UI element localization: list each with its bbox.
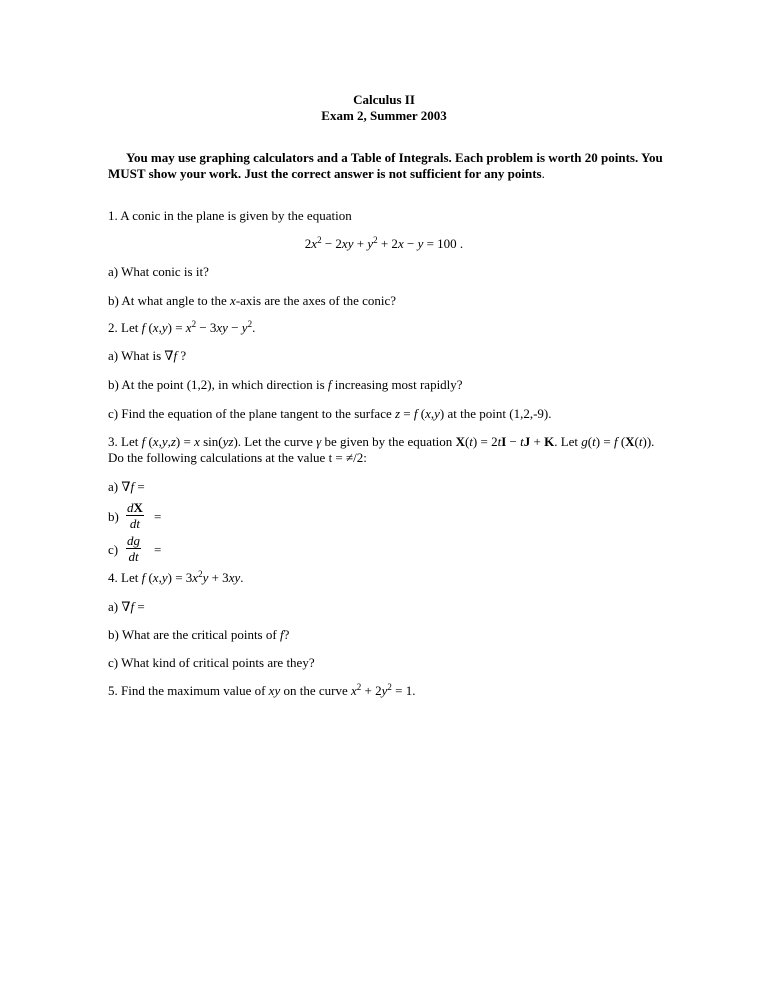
problem-4-intro: 4. Let f $(x,y) = 3x^2y + 3xy$. [108, 569, 244, 585]
problem-3b-equals: = [154, 509, 162, 524]
problem-2c: c) Find the equation of the plane tangent to the surface z = f (x,y) at the point (1,2,-9). [108, 406, 552, 421]
problem-1-intro: 1. A conic in the plane is given by the equation [108, 208, 352, 223]
problem-4c: c) What kind of critical points are they? [108, 655, 315, 670]
problem-2-intro: 2. Let f $(x,y) = x^2 - 3xy - y^2$. [108, 319, 256, 335]
instructions-bold: MUST show your work. Just the correct answer is not sufficient for any points [108, 166, 542, 181]
dX-dt-fraction: $\frac{dX}{dt}$ [127, 500, 143, 531]
problem-3c-label: c) [108, 542, 119, 557]
course-title: Calculus II [353, 92, 415, 107]
dg-dt-fraction: $\frac{dg}{dt}$ [127, 533, 140, 564]
problem-3c-equals: = [154, 542, 162, 557]
problem-3a: a) ∇f = [108, 479, 145, 494]
problem-1a: a) What conic is it? [108, 264, 209, 279]
problem-2a: a) What is ∇f ? [108, 348, 187, 363]
conic-equation: $2x^2 - 2xy + y^2 + 2x - y = 100$ . [304, 235, 464, 251]
problem-5: 5. Find the maximum value of xy on the curve $x^2 + 2y^2 = 1$. [108, 682, 416, 698]
instructions-period: . [541, 166, 545, 181]
problem-2b: b) At the point (1,2), in which direction is f increasing most rapidly? [108, 377, 463, 392]
problem-3-intro-line-2: Do the following calculations at the value t = ≠/2: [108, 450, 367, 465]
instructions-line-2 [108, 166, 545, 182]
problem-4b: b) What are the critical points of f? [108, 627, 290, 642]
problem-3-intro: 3. Let f (x,y,z) = x sin(yz). Let the curve γ be given by the equation X(t) = 2tI − tJ + K. Let g(t) = f (X(t)). [108, 434, 655, 449]
problem-1b: b) At what angle to the x-axis are the axes of the conic? [108, 293, 397, 308]
problem-4a: a) ∇f = [108, 599, 145, 614]
instructions-line-1: You may use graphing calculators and a Table of Integrals. Each problem is worth 20 points. You [126, 150, 663, 165]
exam-title: Exam 2, Summer 2003 [321, 108, 447, 123]
problem-3b-label: b) [108, 509, 119, 524]
